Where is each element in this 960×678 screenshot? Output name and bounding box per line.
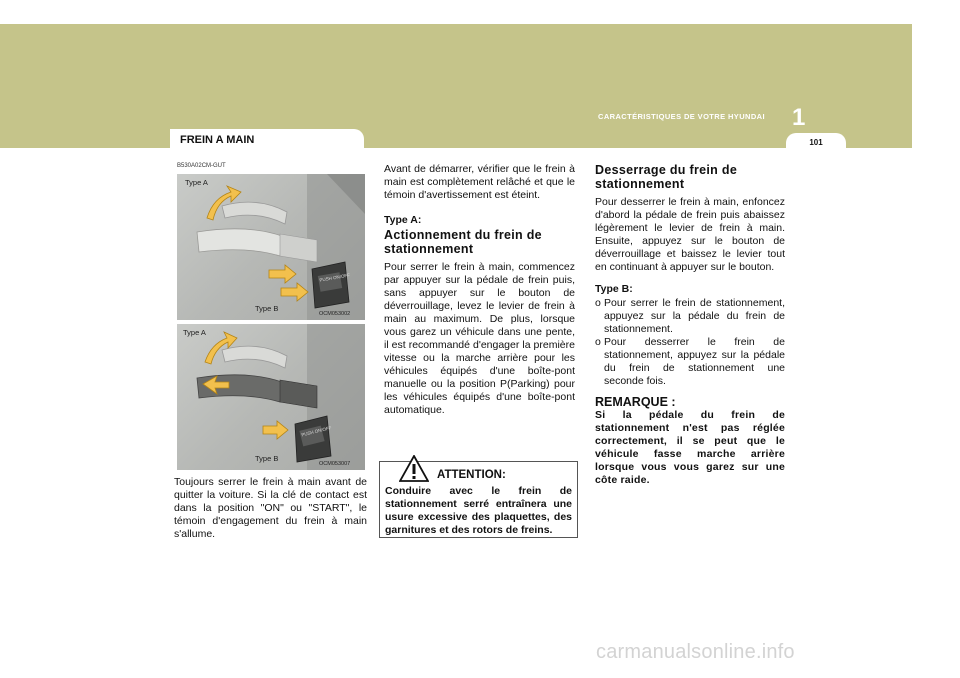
type-b-label: Type B:	[595, 283, 633, 295]
attention-body: Conduire avec le frein de stationnement serré entraînera une usure excessive des plaquettes, des garnitures et des rotors de freins.	[385, 485, 572, 536]
figure1-code: OCM053002	[319, 311, 351, 317]
figure-parking-brake-2	[177, 324, 365, 470]
parking-brake-illustration-1	[177, 174, 365, 320]
warning-triangle-icon	[399, 455, 429, 482]
attention-header	[385, 465, 572, 485]
list-item	[595, 297, 785, 336]
figure1-type-a-label: Type A	[185, 178, 208, 187]
figure2-code: OCM053007	[319, 461, 351, 467]
figure1-type-b-label: Type B	[255, 304, 279, 313]
col3-intro: Pour desserrer le frein à main, enfoncez d'abord la pédale de frein puis abaissez légèrement le levier de frein à main. Ensuite, appuyez sur le bouton de déverrouillage et baissez le levier tout en continuant à appuyer sur le bouton.	[595, 196, 785, 273]
column-3	[595, 163, 785, 487]
remarque-title: REMARQUE :	[595, 395, 676, 409]
column-2	[384, 163, 575, 429]
section-tab	[170, 129, 364, 149]
figure-parking-brake-1	[177, 174, 365, 320]
col2-body: Pour serrer le frein à main, commencez par appuyer sur la pédale de frein puis, sans appuyer sur le bouton de déverrouillage, levez le levier de frein à main au maximum. De plus, lorsque vous garez un véhicule dans une pente, il est recommandé d'engager la première vitesse ou la marche arrière pour les véhicules équipés d'une boîte-pont manuelle ou la position P(Parking) pour les véhicules équipés d'une boîte-pont automatique.	[384, 261, 575, 416]
bullet-mark: o	[595, 297, 601, 309]
pedal-label: PUSH ON/OFF	[319, 272, 351, 283]
pedal-label: PUSH ON/OFF	[300, 425, 332, 438]
col3-heading: Desserrage du frein de stationnement	[595, 163, 738, 191]
remarque-body: Si la pédale du frein de stationnement n'est pas réglée correctement, il se peut que le véhicule fasse marche arrière lorsque vous vous garez sur une côte raide.	[595, 409, 785, 486]
header-band	[0, 24, 912, 148]
page-number-tab	[786, 133, 846, 153]
col2-heading: Actionnement du frein de stationnement	[384, 228, 542, 256]
figure-code: B530A02CM-GUT	[177, 163, 226, 169]
bullet-text: Pour desserrer le frein de stationnement, appuyez sur la pédale du frein de stationnement une seconde fois.	[604, 336, 785, 387]
col1-paragraph: Toujours serrer le frein à main avant de quitter la voiture. Si la clé de contact est dans la position "ON" ou "START", le témoin d'engagement du frein à main s'allume.	[174, 476, 367, 540]
chapter-label: CARACTÉRISTIQUES DE VOTRE HYUNDAI	[598, 112, 765, 121]
figure2-type-a-label: Type A	[183, 328, 206, 337]
attention-box	[379, 461, 578, 538]
type-a-label: Type A:	[384, 214, 422, 226]
parking-brake-illustration-2	[177, 324, 365, 470]
list-item	[595, 336, 785, 388]
watermark: carmanualsonline.info	[596, 641, 795, 663]
attention-title: ATTENTION:	[437, 469, 506, 481]
page-number: 101	[809, 138, 823, 147]
chapter-number: 1	[792, 104, 806, 131]
figure2-type-b-label: Type B	[255, 454, 279, 463]
bullet-text: Pour serrer le frein de stationnement, appuyez sur la pédale du frein de stationnement.	[604, 297, 785, 335]
col2-intro: Avant de démarrer, vérifier que le frein à main est complètement relâché et que le témoin d'avertissement est éteint.	[384, 163, 575, 201]
bullet-mark: o	[595, 336, 601, 348]
section-title: FREIN A MAIN	[180, 134, 255, 146]
